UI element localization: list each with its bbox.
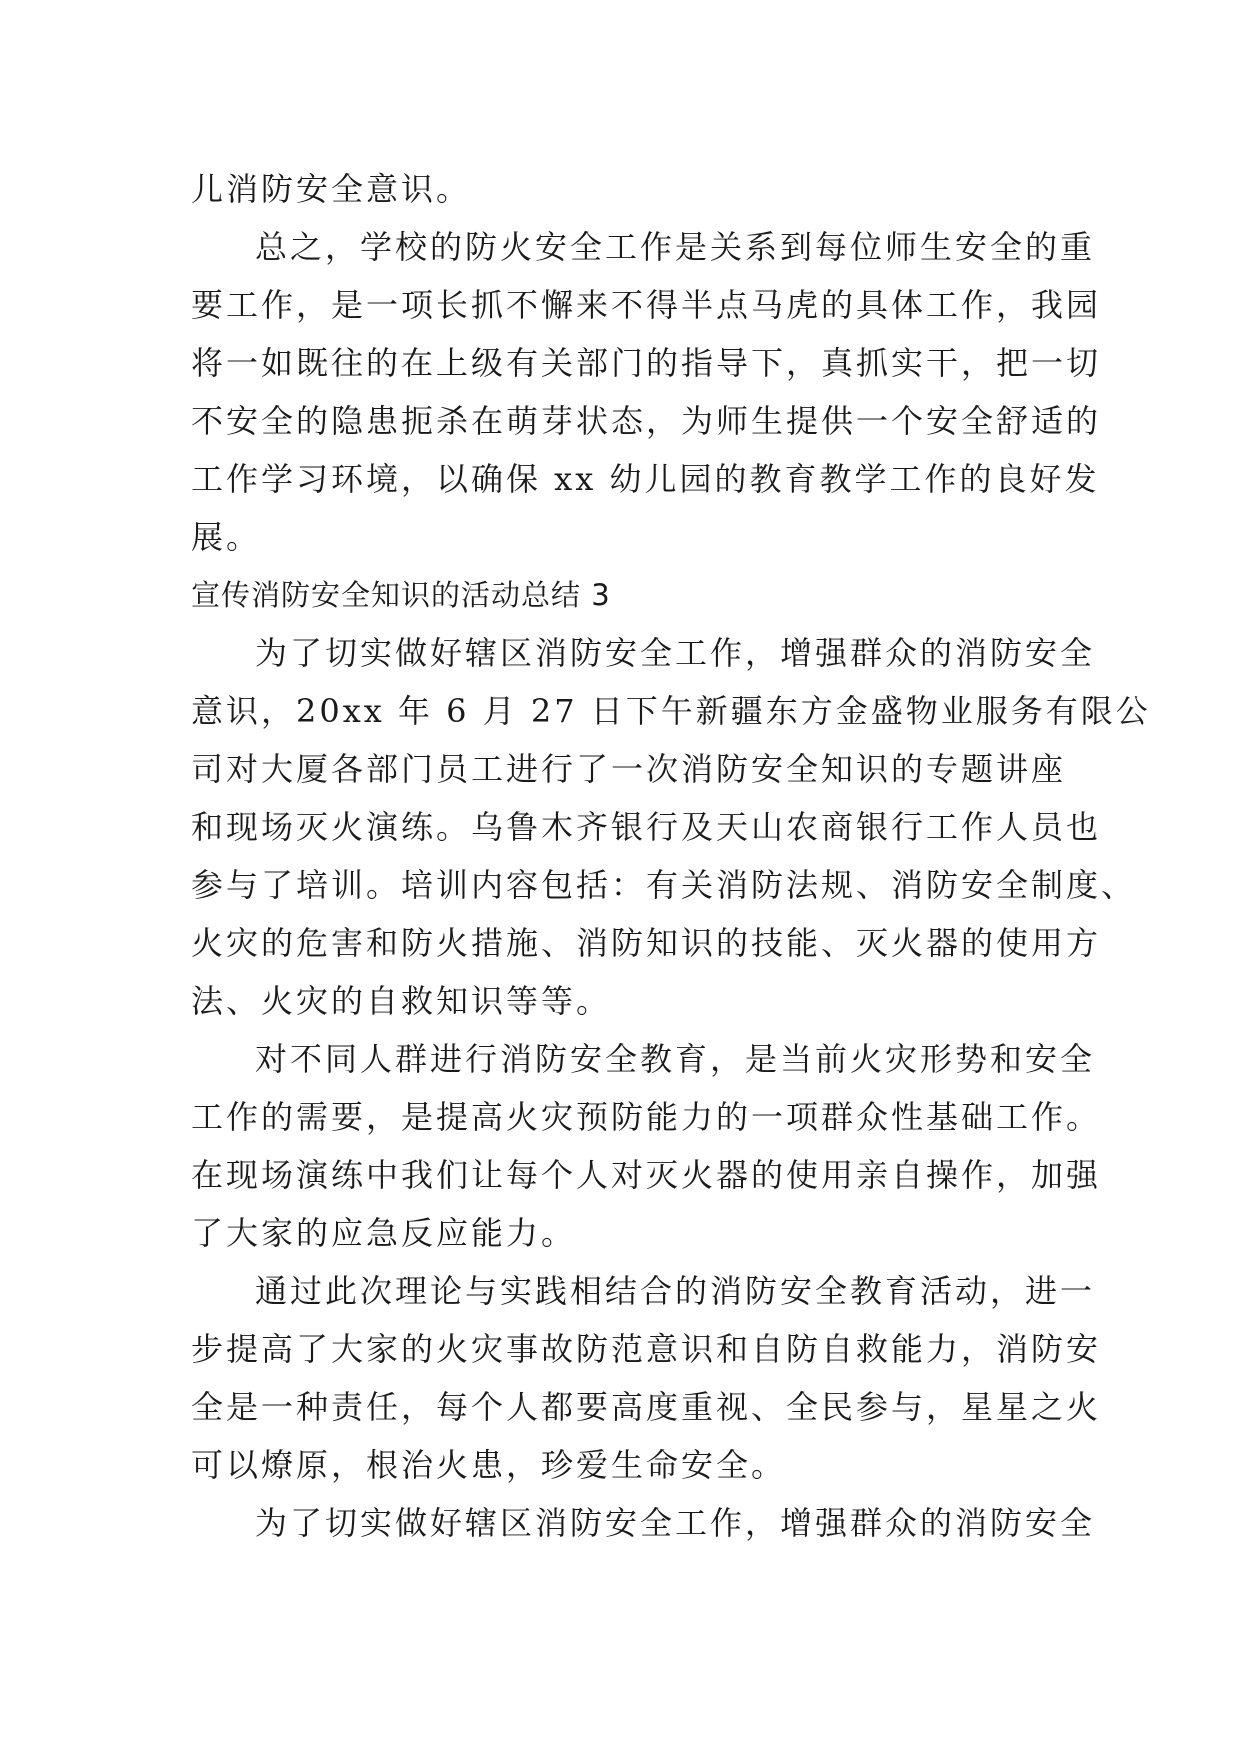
text-line: 了大家的应急反应能力。 xyxy=(191,1214,577,1252)
text-line: 不安全的隐患扼杀在萌芽状态，为师生提供一个安全舒适的 xyxy=(191,402,1102,440)
text-line: 工作学习环境，以确保 xx 幼儿园的教育教学工作的良好发 xyxy=(191,460,1100,498)
section-heading: 宣传消防安全知识的活动总结 3 xyxy=(191,578,611,612)
text-line: 展。 xyxy=(191,518,262,556)
text-line: 工作的需要，是提高火灾预防能力的一项群众性基础工作。 xyxy=(191,1098,1102,1136)
text-line: 儿消防安全意识。 xyxy=(191,170,472,208)
text-line: 和现场灭火演练。乌鲁木齐银行及天山农商银行工作人员也 xyxy=(191,808,1102,846)
text-line: 要工作，是一项长抓不懈来不得半点马虎的具体工作，我园 xyxy=(191,286,1102,324)
paragraph-first-line: 为了切实做好辖区消防安全工作，增强群众的消防安全 xyxy=(255,634,1096,672)
text-line: 火灾的危害和防火措施、消防知识的技能、灭火器的使用方 xyxy=(191,924,1102,962)
paragraph-first-line: 总之，学校的防火安全工作是关系到每位师生安全的重 xyxy=(255,228,1096,266)
text-line: 在现场演练中我们让每个人对灭火器的使用亲自操作，加强 xyxy=(191,1156,1102,1194)
text-line: 将一如既往的在上级有关部门的指导下，真抓实干，把一切 xyxy=(191,344,1102,382)
text-line: 全是一种责任，每个人都要高度重视、全民参与，星星之火 xyxy=(191,1388,1102,1426)
text-line: 司对大厦各部门员工进行了一次消防安全知识的专题讲座 xyxy=(191,750,1067,788)
text-line: 可以燎原，根治火患，珍爱生命安全。 xyxy=(191,1446,787,1484)
paragraph-first-line: 通过此次理论与实践相结合的消防安全教育活动，进一 xyxy=(255,1272,1096,1310)
text-line: 步提高了大家的火灾事故防范意识和自防自救能力，消防安 xyxy=(191,1330,1102,1368)
paragraph-first-line: 为了切实做好辖区消防安全工作，增强群众的消防安全 xyxy=(255,1504,1096,1542)
paragraph-first-line: 对不同人群进行消防安全教育，是当前火灾形势和安全 xyxy=(255,1040,1096,1078)
document-body xyxy=(191,160,1151,1552)
text-line: 参与了培训。培训内容包括：有关消防法规、消防安全制度、 xyxy=(191,866,1137,904)
text-line: 法、火灾的自救知识等等。 xyxy=(191,982,612,1020)
text-line: 意识，20xx 年 6 月 27 日下午新疆东方金盛物业服务有限公 xyxy=(191,692,1151,730)
